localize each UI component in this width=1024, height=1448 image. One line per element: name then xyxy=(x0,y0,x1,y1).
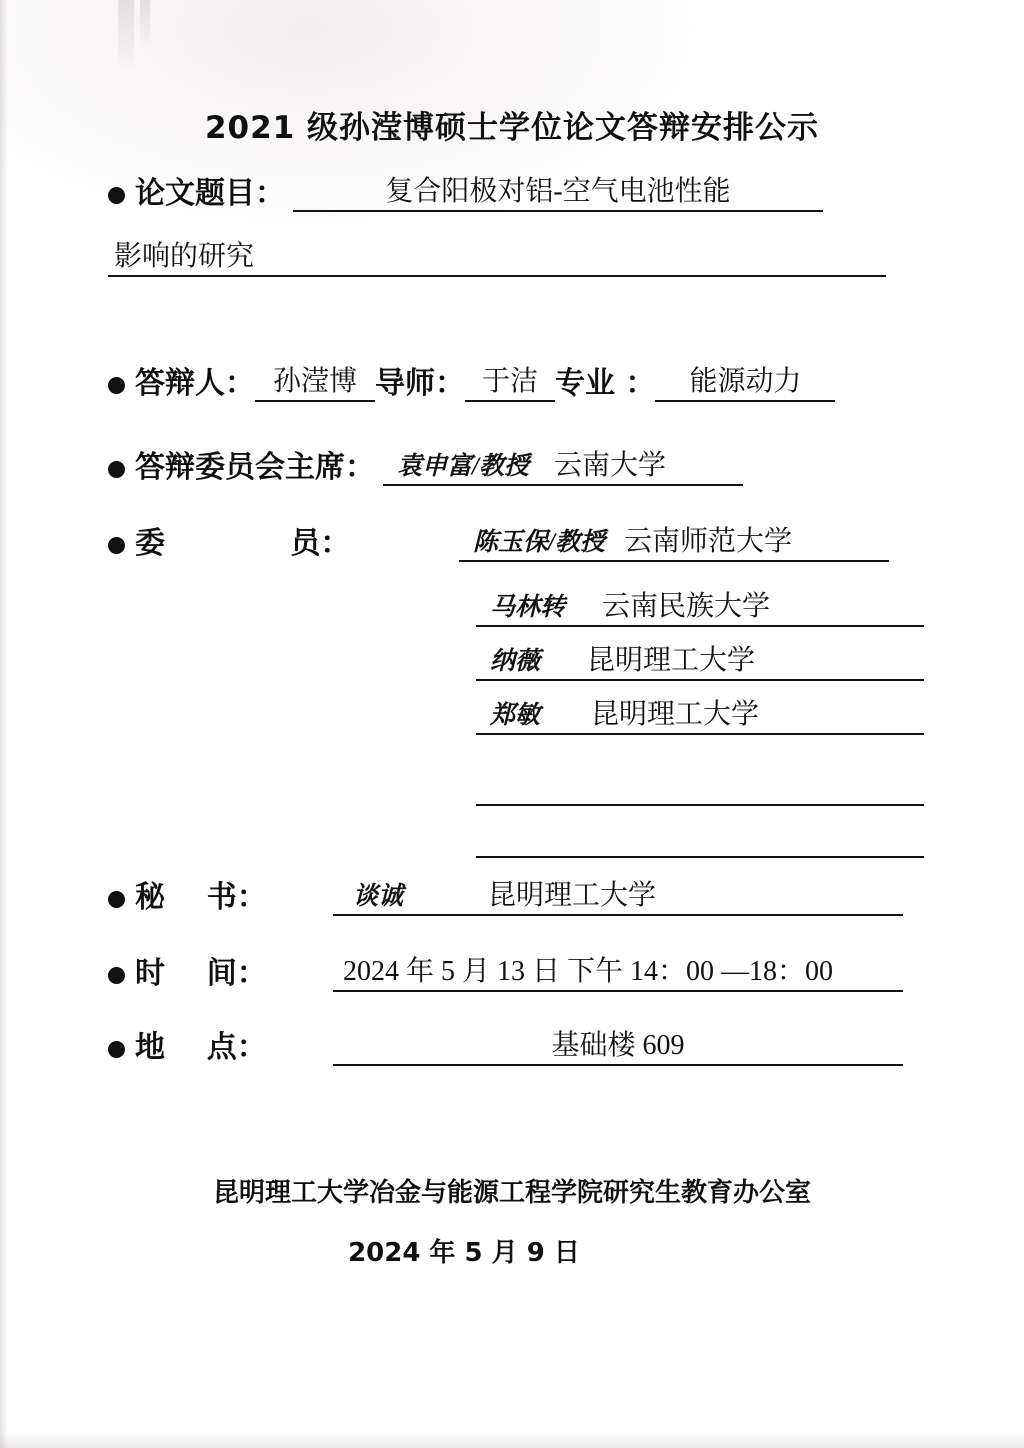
footer-organization: 昆明理工大学冶金与能源工程学院研究生教育办公室 xyxy=(212,1178,811,1208)
place-value[interactable]: 基础楼 609 xyxy=(333,1031,903,1066)
member-row-4 xyxy=(476,772,924,806)
thesis-title-label: 论文题目： xyxy=(135,176,285,211)
defender-label: 答辩人： xyxy=(135,366,255,401)
secretary-value[interactable] xyxy=(333,881,903,916)
secretary-affiliation: 昆明理工大学 xyxy=(488,880,657,912)
major-value[interactable]: 能源动力 xyxy=(655,367,835,402)
thesis-title-row-continued xyxy=(108,242,886,277)
member-name: 纳薇 xyxy=(490,648,541,675)
bullet-icon xyxy=(108,891,125,908)
secretary-name: 谈诚 xyxy=(353,883,404,911)
defender-name-value[interactable]: 孙滢博 xyxy=(255,367,375,402)
member-value-5[interactable] xyxy=(476,824,924,858)
members-row xyxy=(108,518,889,562)
bullet-icon xyxy=(108,377,125,394)
member-value-2[interactable] xyxy=(476,646,924,681)
member-value-1[interactable] xyxy=(476,592,924,627)
footer-date: 2024 年 5 月 9 日 xyxy=(348,1238,580,1268)
page-title: 2021 级孙滢博硕士学位论文答辩安排公示 xyxy=(204,110,820,146)
time-row xyxy=(108,948,903,992)
place-row xyxy=(108,1022,903,1066)
member-row-2 xyxy=(476,646,924,681)
chair-value[interactable] xyxy=(383,451,743,486)
advisor-name-value[interactable]: 于洁 xyxy=(465,367,555,402)
member-name: 郑敏 xyxy=(490,702,541,729)
scan-edge-shadow-left xyxy=(0,0,8,1448)
thesis-title-value-line2[interactable]: 影响的研究 xyxy=(108,242,886,277)
member-affiliation: 云南师范大学 xyxy=(623,526,792,558)
member-affiliation: 云南民族大学 xyxy=(602,591,771,622)
members-label: 委 员： xyxy=(135,526,351,561)
secretary-row xyxy=(108,872,903,916)
secretary-label: 秘 书： xyxy=(135,880,267,915)
place-label: 地 点： xyxy=(135,1030,267,1065)
member-value-0[interactable] xyxy=(459,527,889,562)
bullet-icon xyxy=(108,187,125,204)
member-value-3[interactable] xyxy=(476,700,924,735)
bullet-icon xyxy=(108,537,125,554)
member-row-3 xyxy=(476,700,924,735)
scan-streak-artifact xyxy=(140,0,150,48)
chair-row xyxy=(108,442,743,486)
member-row-1 xyxy=(476,592,924,627)
member-value-4[interactable] xyxy=(476,772,924,806)
thesis-title-value-line1[interactable]: 复合阳极对铝-空气电池性能 xyxy=(293,177,823,212)
advisor-label: 导师： xyxy=(375,366,465,401)
chair-label: 答辩委员会主席： xyxy=(135,450,375,485)
member-affiliation: 昆明理工大学 xyxy=(591,699,760,730)
member-name: 陈玉保/教授 xyxy=(473,529,605,557)
member-row-5 xyxy=(476,824,924,858)
chair-name: 袁申富/教授 xyxy=(397,453,529,481)
scan-streak-artifact xyxy=(118,0,134,70)
time-value[interactable]: 2024 年 5 月 13 日 下午 14：00 —18：00 xyxy=(333,957,903,992)
thesis-title-row xyxy=(108,168,823,212)
member-affiliation: 昆明理工大学 xyxy=(587,645,756,676)
chair-affiliation: 云南大学 xyxy=(553,450,666,482)
member-name: 马林转 xyxy=(490,594,566,621)
time-label: 时 间： xyxy=(135,956,267,991)
defender-row xyxy=(108,358,835,402)
scan-edge-shadow-bottom xyxy=(0,1430,1024,1448)
major-label: 专业 ： xyxy=(555,366,656,401)
bullet-icon xyxy=(108,1041,125,1058)
bullet-icon xyxy=(108,461,125,478)
bullet-icon xyxy=(108,967,125,984)
